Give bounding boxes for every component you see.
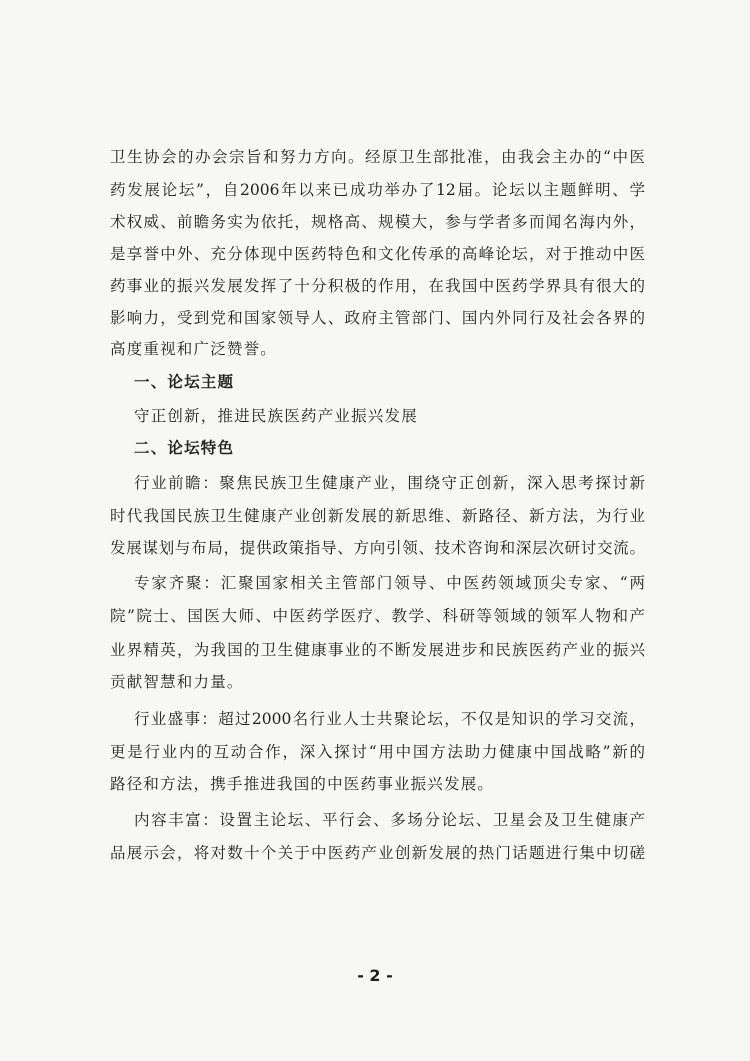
intro-line: 药发展论坛”，自2006年以来已成功举办了12届。论坛以主题鲜明、学 xyxy=(110,181,645,199)
intro-line: 术权威、前瞻务实为依托，规格高、规模大，参与学者多而闻名海内外， xyxy=(110,213,645,231)
intro-line: 卫生协会的办会宗旨和努力方向。经原卫生部批准，由我会主办的“中医 xyxy=(110,148,645,166)
event-line: 行业盛事：超过2000名行业人士共聚论坛，不仅是知识的学习交流， xyxy=(134,710,645,728)
content-line: 品展示会，将对数十个关于中医药产业创新发展的热门话题进行集中切磋 xyxy=(110,844,645,862)
event-line: 更是行业内的互动合作，深入探讨“用中国方法助力健康中国战略”新的 xyxy=(110,743,645,761)
intro-line: 药事业的振兴发展发挥了十分积极的作用，在我国中医药学界具有很大的 xyxy=(110,277,645,295)
section-heading-theme: 一、论坛主题 xyxy=(134,373,235,391)
forum-theme-text: 守正创新，推进民族医药产业振兴发展 xyxy=(134,407,418,425)
experts-line: 贡献智慧和力量。 xyxy=(110,673,244,691)
experts-line: 业界精英，为我国的卫生健康事业的不断发展进步和民族医药产业的振兴 xyxy=(110,641,645,659)
experts-line: 院”院士、国医大师、中医药学医疗、教学、科研等领域的领军人物和产 xyxy=(110,607,645,625)
section-heading-features: 二、论坛特色 xyxy=(134,439,235,457)
intro-line: 影响力，受到党和国家领导人、政府主管部门、国内外同行及社会各界的 xyxy=(110,309,645,327)
foresight-line: 行业前瞻：聚焦民族卫生健康产业，围绕守正创新，深入思考探讨新 xyxy=(134,474,645,492)
experts-line: 专家齐聚：汇聚国家相关主管部门领导、中医药领域顶尖专家、“两 xyxy=(134,574,645,592)
page-number: - 2 - xyxy=(357,966,393,985)
foresight-line: 时代我国民族卫生健康产业创新发展的新思维、新路径、新方法，为行业 xyxy=(110,507,645,525)
event-line: 路径和方法，携手推进我国的中医药事业振兴发展。 xyxy=(110,775,495,793)
intro-line: 是享誉中外、充分体现中医药特色和文化传承的高峰论坛，对于推动中医 xyxy=(110,245,645,263)
foresight-line: 发展谋划与布局，提供政策指导、方向引领、技术咨询和深层次研讨交流。 xyxy=(110,539,645,557)
intro-line: 高度重视和广泛赞誉。 xyxy=(110,340,278,358)
content-line: 内容丰富：设置主论坛、平行会、多场分论坛、卫星会及卫生健康产 xyxy=(134,811,645,829)
